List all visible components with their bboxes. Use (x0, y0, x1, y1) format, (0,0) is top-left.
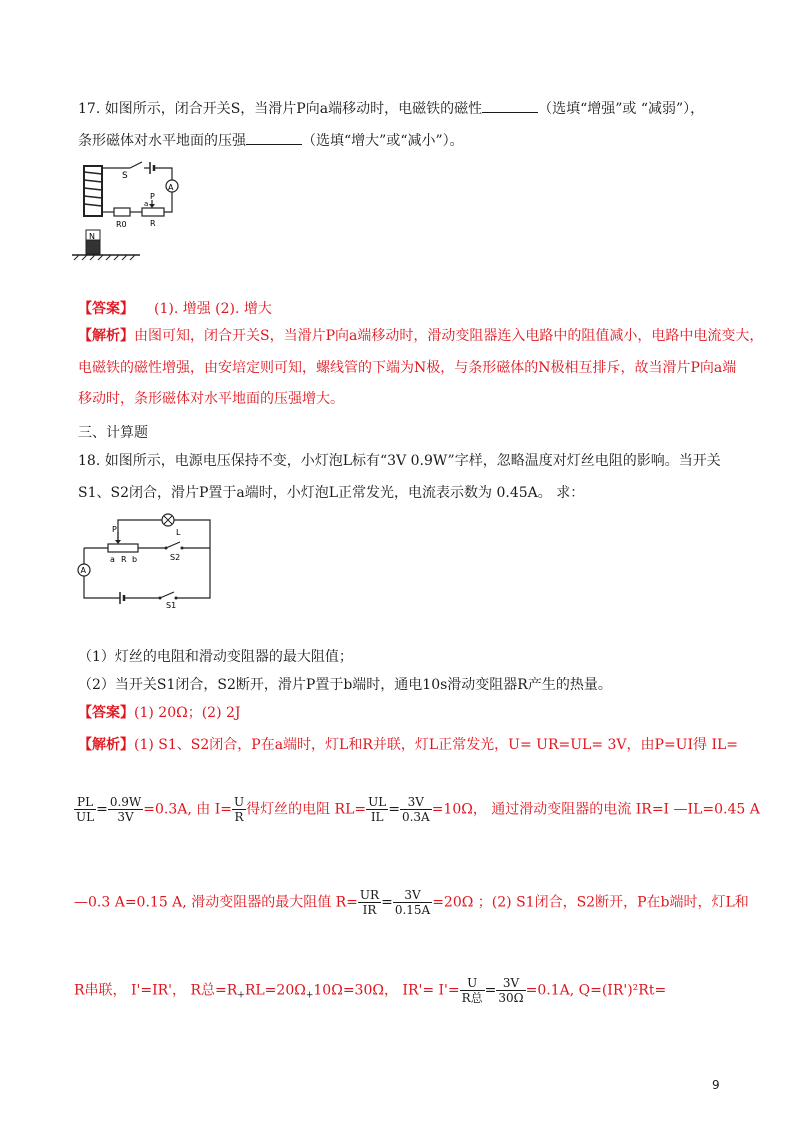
fig18-label-a: a (110, 555, 115, 564)
fig18-label-s2: S2 (170, 553, 181, 562)
frac-u-r: $\frac{U}{R}$ (233, 795, 245, 824)
q17-line2: 条形磁体对水平地面的压强 （选填“增大”或“减小”）。 (78, 133, 464, 149)
frac-09w-3v: $\frac{0.9W}{3V}$ (109, 795, 142, 824)
frac-3v-30ohm: $\frac{3V}{30\Omega}$ (498, 976, 524, 1005)
frac-u-rtotal: $\frac{U}{\text{R总}}$ (461, 976, 483, 1005)
fig18-label-s1: S1 (166, 601, 177, 608)
frac-ul-il: $\frac{UL}{IL}$ (368, 795, 387, 824)
fig18-label-ammeter: A (80, 566, 86, 575)
q17-blank1 (482, 100, 538, 113)
q18-sub1: （1）灯丝的电阻和滑动变阻器的最大阻值； (78, 649, 353, 665)
fig17-label-r0: R0 (116, 220, 127, 229)
fig18-label-l: L (176, 528, 181, 537)
q18-line2: S1、S2闭合，滑片P置于a端时，小灯泡L正常发光，电流表示数为 0.45A。 求： (78, 485, 585, 501)
q18-formula-line1: $\frac{PL}{UL}$ = $\frac{0.9W}{3V}$ =0.3A, 由 I= $\frac{U}{R}$ 得灯丝的电阻 RL= $\frac{UL}{IL}$ = $\frac{3V}{0.3A}$ =10Ω， 通过滑动变阻器的电流 IR=I —IL=0.45 A (76, 795, 760, 824)
q17-blank2 (246, 132, 302, 145)
page-number: 9 (712, 1078, 720, 1092)
q18-sub2: （2）当开关S1闭合，S2断开，滑片P置于b端时，通电10s滑动变阻器R产生的热量。 (78, 677, 612, 693)
frac-pl-ul: $\frac{PL}{UL}$ (76, 795, 95, 824)
q18-formula-line2: —0.3 A=0.15 A, 滑动变阻器的最大阻值 R= $\frac{UR}{IR}$ = $\frac{3V}{0.15A}$ =20Ω ；(2) S1闭合，S2断开，P在b端时，灯L和 (74, 888, 749, 917)
fig18-label-p: P (112, 525, 117, 534)
q17-analysis-line2: 电磁铁的磁性增强，由安培定则可知，螺线管的下端为N极，与条形磁体的N极相互排斥，故当滑片P向a端 (78, 360, 737, 376)
fig17-label-r: R (150, 219, 156, 228)
section-heading: 三、计算题 (78, 425, 148, 441)
fig17-label-ammeter: A (168, 183, 174, 192)
q17-circuit-figure (70, 160, 210, 270)
q18-answer: 【答案】(1) 20Ω；(2) 2J (78, 705, 241, 721)
q17-line1: 17. 如图所示，闭合开关S，当滑片P向a端移动时，电磁铁的磁性 （选填“增强”或 “减弱”）， (78, 101, 705, 117)
fig17-label-p: P (150, 192, 155, 201)
q17-analysis-line3: 移动时，条形磁体对水平地面的压强增大。 (78, 391, 344, 407)
q18-analysis-line1: 【解析】(1) S1、S2闭合，P在a端时，灯L和R并联，灯L正常发光，U= UR=UL= 3V，由P=UI得 IL= (78, 737, 739, 753)
fig17-label-n: N (89, 232, 95, 241)
fig17-label-s: S (122, 171, 128, 181)
q18-line1: 18. 如图所示，电源电压保持不变，小灯泡L标有“3V 0.9W”字样，忽略温度对灯丝电阻的影响。当开关 (78, 453, 721, 469)
fig17-label-a: a (144, 200, 149, 208)
q17-analysis-line1: 【解析】由图可知，闭合开关S，当滑片P向a端移动时，滑动变阻器连入电路中的阻值减小，电路中电流变大， (78, 328, 764, 344)
frac-3v-03a: $\frac{3V}{0.3A}$ (401, 795, 430, 824)
q18-circuit-figure (70, 508, 220, 608)
q17-answer: 【答案】 (1). 增强 (2). 增大 (78, 301, 272, 317)
frac-ur-ir: $\frac{UR}{IR}$ (359, 888, 380, 917)
q18-formula-line3: R串联， I'=IR'， R总$=R_+RL=20\Omega_+10\Omega=30\Omega$， IR'= I'= $\frac{U}{\text{R总}}$ = $\frac{3V}{30\Omega}$ =0.1A, Q=(IR')²Rt= (74, 976, 667, 1005)
fig18-label-r: R (121, 555, 127, 564)
frac-3v-015a: $\frac{3V}{0.15A}$ (394, 888, 431, 917)
fig18-label-b: b (132, 555, 138, 564)
